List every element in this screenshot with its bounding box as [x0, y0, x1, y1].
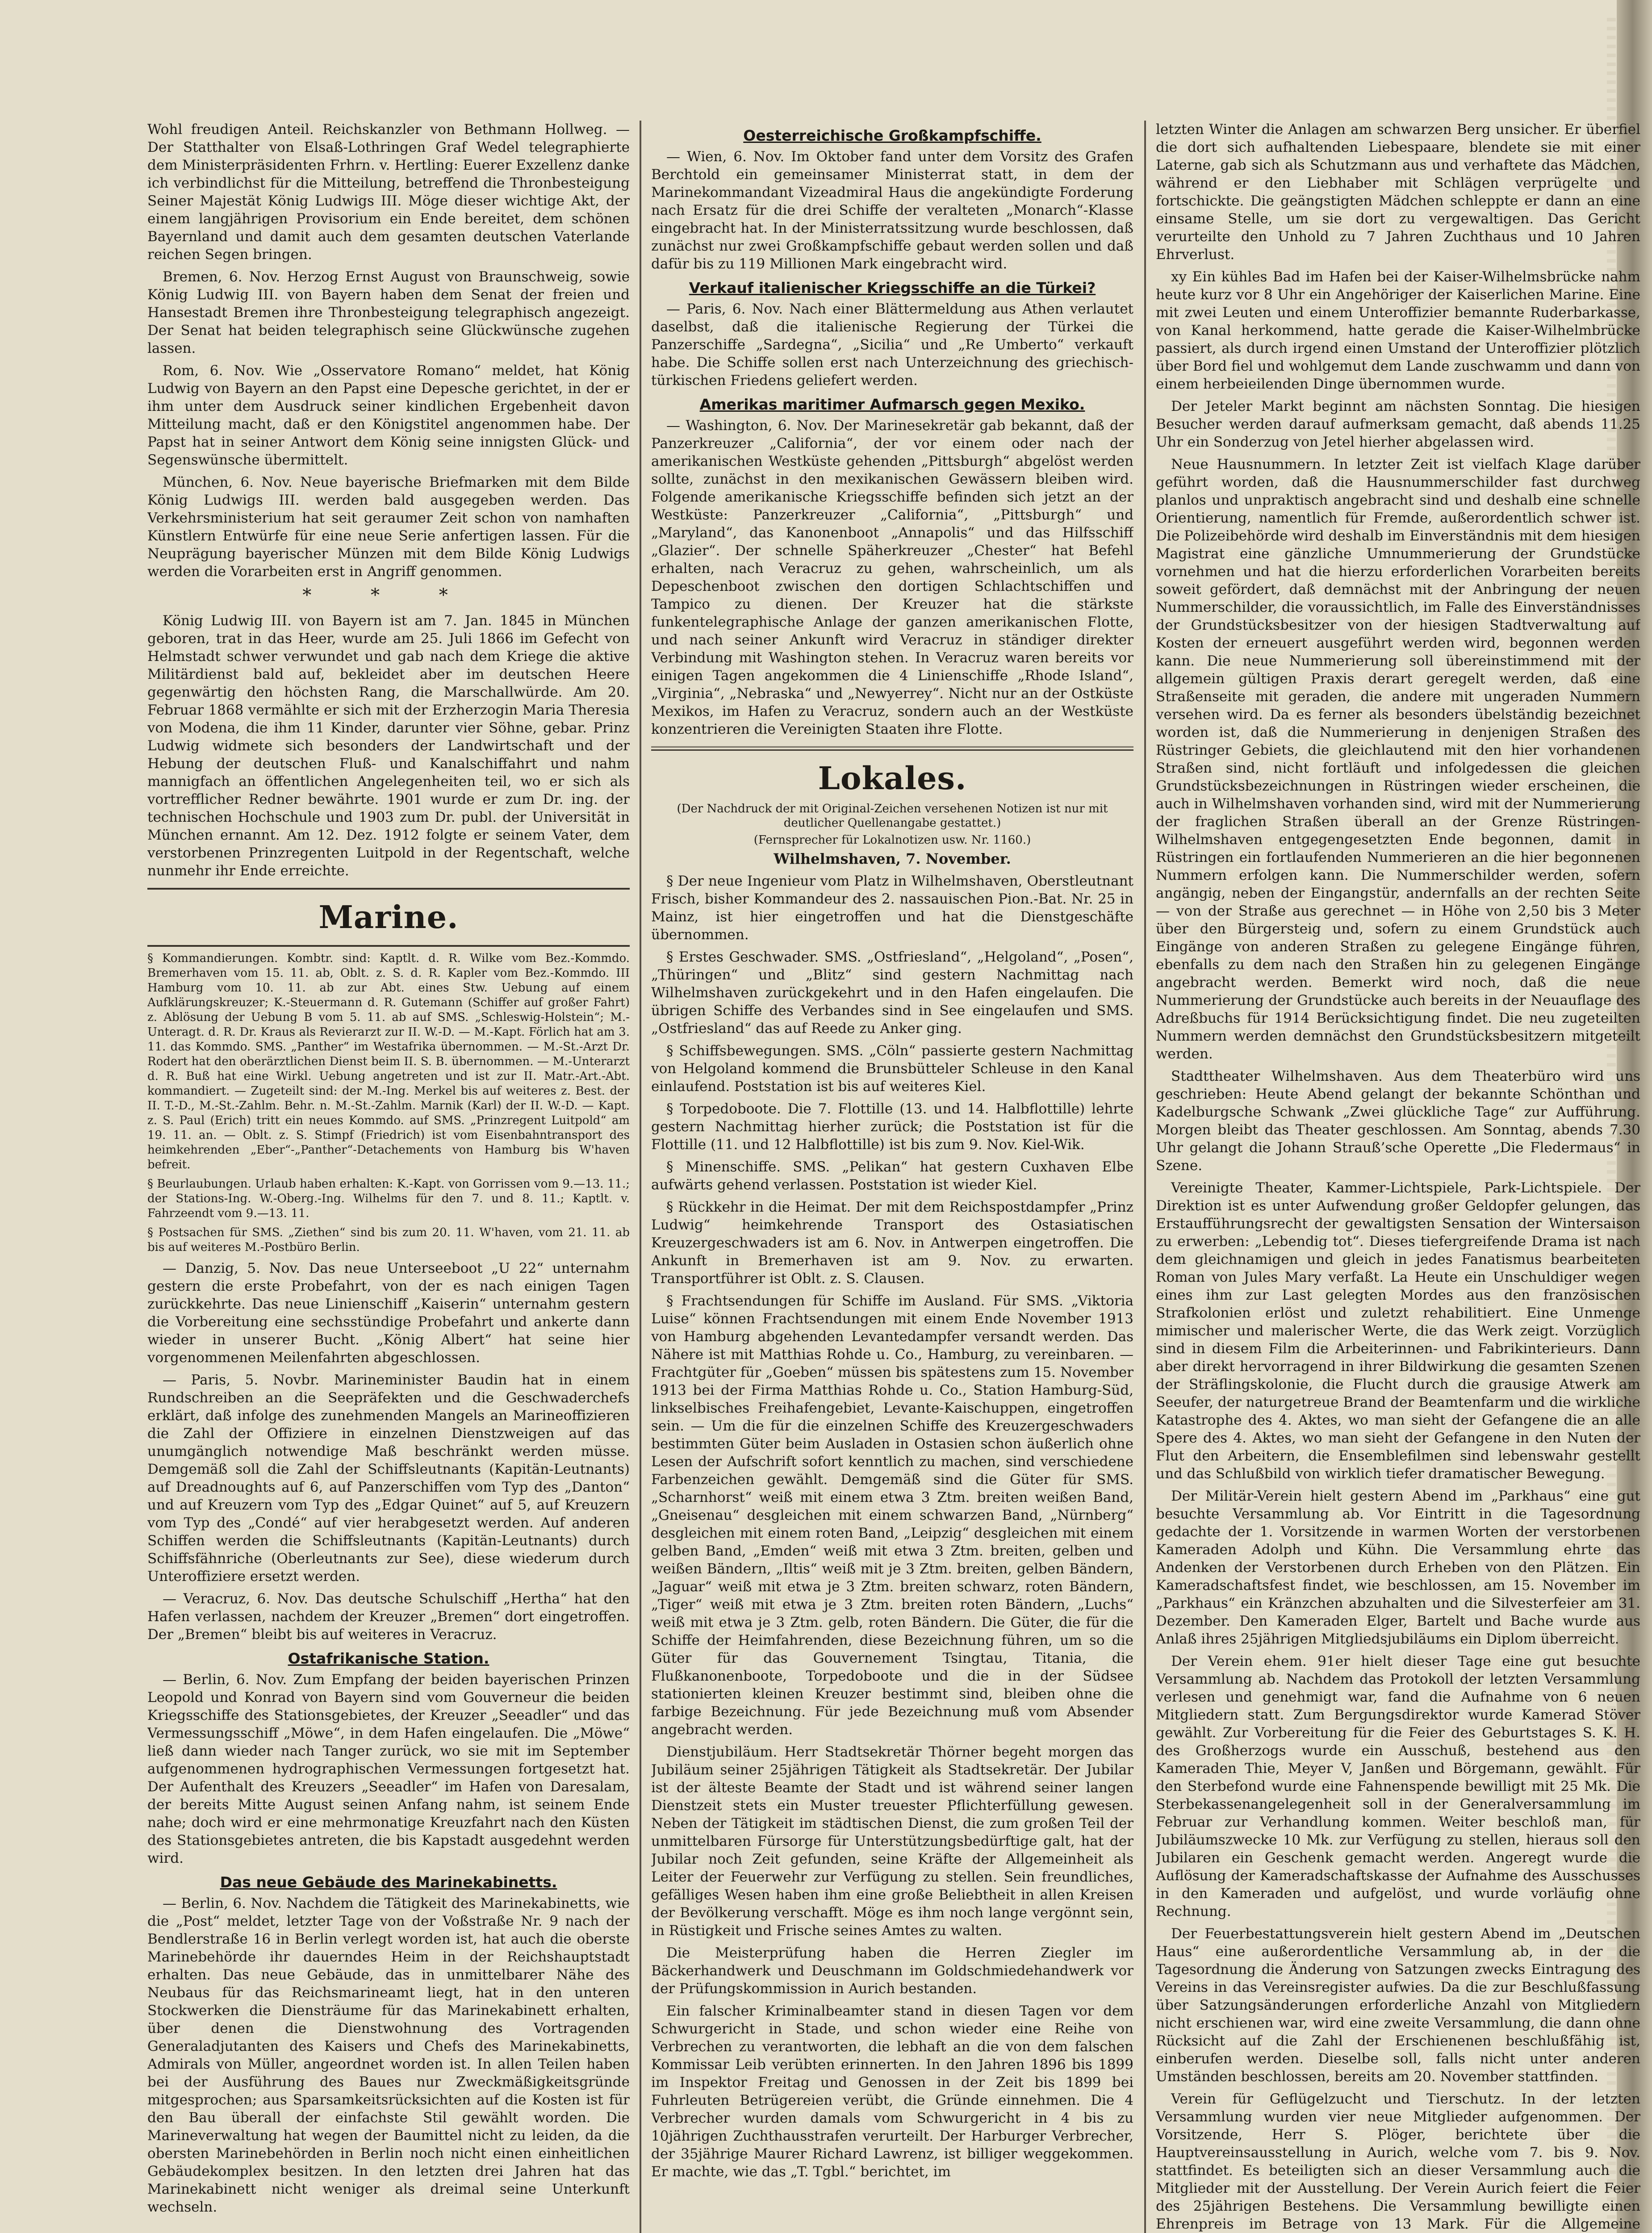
article-paragraph: Der Militär-Verein hielt gestern Abend im „Parkhaus“ eine gut besuchte Versammlung ab. Vor Eintritt in die Tagesordnung gedachte der 1. Vorsitzende in warmen Worten der verstorbenen Kameraden Adolph und Kühn. Die Versammlung ehrte das Andenken der Verstorbenen durch Erheben von den Plätzen. Ein Kameradschaftsfest findet, wie beschlossen, am 15. November im „Parkhaus“ ein Kränzchen abzuhalten und die Silvesterfeier am 31. Dezember. Den Kameraden Elger, Bartelt und Bache wurde aus Anlaß ihres 25jährigen Mitgliedsjubiläums ein Diplom überreicht.: [1156, 1488, 1640, 1647]
article-heading: Oesterreichische Großkampfschiffe.: [743, 127, 1041, 144]
notice-paragraph: § Postsachen für SMS. „Ziethen“ sind bis zum 20. 11. W'haven, vom 21. 11. ab bis auf weiteres M.-Postbüro Berlin.: [147, 1226, 630, 1254]
article-paragraph: § Der neue Ingenieur vom Platz in Wilhelmshaven, Oberstleutnant Frisch, bisher Kommandeur des 2. nassauischen Pion.-Bat. Nr. 25 in Mainz, ist hier eingetroffen und hat die Dienstgeschäfte übernommen.: [651, 873, 1133, 943]
article-paragraph: § Erstes Geschwader. SMS. „Ostfriesland“, „Helgoland“, „Posen“, „Thüringen“ und „Blitz“ sind gestern Nachmittag nach Wilhelmshaven zurückgekehrt und in den Hafen eingelaufen. Die übrigen Schiffe des Verbandes sind in See eingelaufen und SMS. „Ostfriesland“ das auf Reede zu Anker ging.: [651, 949, 1133, 1037]
notice-paragraph: § Kommandierungen. Kombtr. sind: Kaptlt. d. R. Wilke vom Bez.-Kommdo. Bremerhaven vom 15. 11. ab, Oblt. z. S. d. R. Kapler vom Bez.-Kommdo. III Hamburg vom 10. 11. ab zur Abt. eines Stw. Uebung auf einem Aufklärungskreuzer; K.-Steuermann d. R. Gutemann (Schiffer auf großer Fahrt) z. Ablösung der Uebung B vom 5. 11. ab auf SMS. „Schleswig-Holstein“; M.-Unteragt. d. R. Dr. Kraus als Revierarzt zur II. W.-D. — M.-Kapt. Förlich hat am 3. 11. das Kommdo. SMS. „Panther“ im Westafrika übernommen. — M.-St.-Arzt Dr. Rodert hat den oberärztlichen Dienst beim II. S. B. übernommen. — M.-Unterarzt d. R. Buß hat eine Wirkl. Uebung angetreten und ist zur II. Matr.-Art.-Abt. kommandiert. — Zugeteilt sind: der M.-Ing. Merkel bis auf weiteres z. Best. der II. T.-D., M.-St.-Zahlm. Behr. n. M.-St.-Zahlm. Marnik (Karl) der II. W.-D. — Kapt. z. S. Paul (Erich) tritt ein neues Kommdo. auf SMS. „Prinzregent Luitpold“ am 19. 11. an. — Oblt. z. S. Stimpf (Friedrich) ist vom Eisenbahntransport des heimkehrenden „Eber“-„Panther“-Detachements von Hamburg bis W'haven befreit.: [147, 952, 630, 1171]
article-paragraph: — Veracruz, 6. Nov. Das deutsche Schulschiff „Hertha“ hat den Hafen verlassen, nachdem der Kreuzer „Bremen“ dort eingetroffen. Der „Bremen“ bleibt bis auf weiteres in Veracruz.: [147, 1591, 630, 1643]
section-divider-stars: * * *: [302, 585, 475, 606]
article-paragraph: § Torpedoboote. Die 7. Flottille (13. und 14. Halbflottille) lehrte gestern Nachmittag hierher zurück; die Poststation ist für die Flottille (11. und 12 Halbflottille) ist bis zum 9. Nov. Kiel-Wik.: [651, 1101, 1133, 1153]
article-paragraph: — Washington, 6. Nov. Der Marinesekretär gab bekannt, daß der Panzerkreuzer „California“, der vor einem oder nach der amerikanischen Westküste gehenden „Pittsburgh“ abgelöst werden sollte, zunächst in den mexikanischen Gewässern bleiben wird. Folgende amerikanische Kriegsschiffe befinden sich jetzt an der Westküste: Panzerkreuzer „California“, „Pittsburgh“ und „Maryland“, das Kanonenboot „Annapolis“ und das Hilfsschiff „Glazier“. Der schnelle Späherkreuzer „Chester“ hat Befehl erhalten, nach Veracruz zu gehen, wahrscheinlich, um als Depeschenboot zwischen den dortigen Schlachtschiffen und Tampico zu dienen. Der Kreuzer hat die stärkste funkentelegraphische Anlage der ganzen amerikanischen Flotte, und nach seiner Ankunft wird Veracruz in ständiger direkter Verbindung mit Washington stehen. In Veracruz waren bereits vor einigen Tagen angekommen die 4 Linienschiffe „Rhode Island“, „Virginia“, „Nebraska“ und „Newyerrey“. Nicht nur an der Ostküste Mexikos, im Hafen zu Veracruz, sondern auch an der Westküste konzentrieren die Vereinigten Staaten ihre Flotte.: [651, 418, 1133, 737]
reprint-notice: (Der Nachdruck der mit Original-Zeichen versehenen Notizen ist nur mit deutlicher Quellenangabe gestattet.): [677, 802, 1108, 830]
article-paragraph: Die Meisterprüfung haben die Herren Ziegler im Bäckerhandwerk und Deuschmann im Goldschmiedehandwerk vor der Prüfungskommission in Aurich bestanden.: [651, 1945, 1133, 1997]
article-heading: Verkauf italienischer Kriegsschiffe an die Türkei?: [689, 279, 1096, 297]
article-paragraph: — Paris, 6. Nov. Nach einer Blättermeldung aus Athen verlautet daselbst, daß die italienische Regierung der Türkei die Panzerschiffe „Sardegna“, „Sicilia“ und „Re Umberto“ verkauft habe. Die Schiffe sollen erst nach Unterzeichnung des griechisch-türkischen Friedens geliefert werden.: [651, 301, 1133, 389]
article-paragraph: Rom, 6. Nov. Wie „Osservatore Romano“ meldet, hat König Ludwig von Bayern an den Papst eine Depesche gerichtet, in der er ihm unter dem Ausdruck seiner kindlichen Ergebenheit davon Mitteilung macht, daß er den Königstitel angenommen habe. Der Papst hat in seiner Antwort dem König seine innigsten Glück- und Segenswünsche übermittelt.: [147, 363, 630, 468]
article-paragraph: Stadttheater Wilhelmshaven. Aus dem Theaterbüro wird uns geschrieben: Heute Abend gelangt der bekannte Schönthan und Kadelburgsche Schwank „Zwei glückliche Tage“ zur Aufführung. Morgen bleibt das Theater geschlossen. Am Sonntag, abends 7.30 Uhr gelangt die Johann Strauß’sche Operette „Die Fledermaus“ in Szene.: [1156, 1068, 1640, 1174]
article-paragraph: § Rückkehr in die Heimat. Der mit dem Reichspostdampfer „Prinz Ludwig“ heimkehrende Transport des Ostasiatischen Kreuzergeschwaders ist am 6. Nov. in Antwerpen eingetroffen. Die Ankunft in Bremerhaven ist am 9. Nov. zu erwarten. Transportführer ist Oblt. z. S. Clausen.: [651, 1199, 1133, 1287]
column-1: [147, 121, 630, 2233]
article-heading: Das neue Gebäude des Marinekabinetts.: [220, 1873, 557, 1891]
column-rule-2: [1144, 121, 1146, 2233]
article-paragraph: xy Ein kühles Bad im Hafen bei der Kaiser-Wilhelmsbrücke nahm heute kurz vor 8 Uhr ein Angehöriger der Kaiserlichen Marine. Eine mit zwei Leuten und einem Unteroffizier bemannte Ruderbarkasse, von Kanal herkommend, hatte gerade die Kaiser-Wilhelmbrücke passiert, als durch irgend einen Umstand der Unteroffizier plötzlich über Bord fiel und wohlgemut dem Lande zuschwamm und dann von einem herbeieilenden Dinge übernommen wurde.: [1156, 269, 1640, 392]
phone-notice: (Fernsprecher für Lokalnotizen usw. Nr. 1160.): [753, 833, 1031, 847]
column-3: [1156, 121, 1640, 2233]
article-heading: Ostafrikanische Station.: [288, 1650, 489, 1667]
section-rule: [651, 746, 1133, 751]
article-paragraph: § Minenschiffe. SMS. „Pelikan“ hat gestern Cuxhaven Elbe aufwärts gehend verlassen. Poststation ist wieder Kiel.: [651, 1159, 1133, 1193]
article-paragraph: König Ludwig III. von Bayern ist am 7. Jan. 1845 in München geboren, trat in das Heer, wurde am 25. Juli 1866 im Gefecht von Helmstadt schwer verwundet und gab nach dem Kriege die aktive Militärdienst bald auf, bekleidet aber im deutschen Heere gegenwärtig den höchsten Rang, die Marschallwürde. Am 20. Februar 1868 vermählte er sich mit der Erzherzogin Maria Theresia von Modena, die ihm 11 Kinder, darunter vier Söhne, gebar. Prinz Ludwig widmete sich besonders der Landwirtschaft und der Hebung der deutschen Fluß- und Kanalschiffahrt und nahm mannigfach an öffentlichen Angelegenheiten teil, wo er sich als vortrefflicher Redner bewährte. 1901 wurde er zum Dr. ing. der technischen Hochschule und 1903 zum Dr. publ. der Universität in München ernannt. Am 12. Dez. 1912 folgte er seinem Vater, dem verstorbenen Prinzregenten Luitpold in der Regentschaft, welche nunmehr ihr Ende erreichte.: [147, 613, 630, 879]
notice-paragraph: § Beurlaubungen. Urlaub haben erhalten: K.-Kapt. von Gorrissen vom 9.—13. 11.; der Stations-Ing. W.-Oberg.-Ing. Wilhelms für den 7. und 8. 11.; Kaptlt. v. Fahrzeendt vom 9.—13. 11.: [147, 1177, 630, 1220]
article-paragraph: § Schiffsbewegungen. SMS. „Cöln“ passierte gestern Nachmittag von Helgoland kommend die Brunsbütteler Schleuse in den Kanal einlaufend. Poststation ist bis auf weiteres Kiel.: [651, 1043, 1133, 1095]
article-paragraph: letzten Winter die Anlagen am schwarzen Berg unsicher. Er überfiel die dort sich aufhaltenden Liebespaare, blendete sie mit einer Laterne, gab sich als Schutzmann aus und verhaftete das Mädchen, während er den Liebhaber mit Schlägen verprügelte und fortschickte. Die geängstigten Mädchen schleppte er dann an eine einsame Stelle, um sie dort zu vergewaltigen. Das Gericht verurteilte den Unhold zu 7 Jahren Zuchthaus und 10 Jahren Ehrverlust.: [1156, 121, 1640, 263]
article-paragraph: Neue Hausnummern. In letzter Zeit ist vielfach Klage darüber geführt worden, daß die Hausnummerschilder fast durchweg planlos und unpraktisch angebracht sind und deshalb eine schnelle Orientierung, namentlich für Fremde, außerordentlich schwer ist. Die Polizeibehörde wird deshalb im Einverständnis mit dem hiesigen Magistrat eine gänzliche Umnummerierung der Grundstücke vornehmen und hat die hierzu erforderlichen Vorarbeiten bereits soweit gefördert, daß demnächst mit der Anbringung der neuen Nummerschilder, die voraussichtlich, im Falle des Einverständnisses der Grundstücksbesitzer von der hiesigen Stadtverwaltung auf Kosten der erneuert ausgeführt werden wird, begonnen werden kann. Die neue Nummerierung soll übereinstimmend mit der allgemein gültigen Praxis derart geregelt werden, daß eine Straßenseite mit geraden, die andere mit ungeraden Nummern versehen wird. Da es ferner als besonders übelständig bezeichnet worden ist, daß die Nummerierung in denjenigen Straßen des Rüstringer Gebiets, die gleichlautend mit den hier vorhandenen Straßen sind, nicht fortläuft und infolgedessen die gleichen Grundstücksbezeichnungen in Rüstringen wieder erscheinen, die auch in Wilhelmshaven vorhanden sind, wird mit der Nummerierung der fraglichen Straßen überall an der Grenze Rüstringen-Wilhelmshaven entgegengesetzten Ende begonnen, damit in Rüstringen ein fortlaufenden Nummerieren an die hier begonnenen Nummern erfolgen kann. Die Nummerschilder werden, sofern angängig, neben der Eingangstür, andernfalls an der rechten Seite — von der Straße aus gerechnet — in Höhe von 2,50 bis 3 Meter über den Bürgersteig und, sofern zu einem Grundstück auch Eingänge von anderen Straßen zu gelegene Eingänge führen, ebenfalls zu dem nach den Straßen hin zu gelegenen Eingänge angebracht werden. Bemerkt wird noch, daß die neue Nummerierung der Grundstücke auch bereits in der Neuauflage des Adreßbuchs für 1914 Berücksichtigung findet. Die neu zugeteilten Nummern werden demnächst den Grundstücksbesitzern mitgeteilt werden.: [1156, 456, 1640, 1062]
article-heading: Amerikas maritimer Aufmarsch gegen Mexiko.: [699, 396, 1085, 413]
column-2: [651, 121, 1133, 2233]
article-paragraph: Wohl freudigen Anteil. Reichskanzler von Bethmann Hollweg. — Der Statthalter von Elsaß-Lothringen Graf Wedel telegraphierte dem Ministerpräsidenten Frhrn. v. Hertling: Euerer Exzellenz danke ich verbindlichst für die Mitteilung, betreffend die Thronbesteigung Seiner Majestät König Ludwigs III. Möge dieser wichtige Akt, der einem langjährigen Provisorium ein Ende bereitet, dem schönen Bayernland und damit auch dem gesamten deutschen Vaterlande reichen Segen bringen.: [147, 121, 630, 263]
article-paragraph: § Frachtsendungen für Schiffe im Ausland. Für SMS. „Viktoria Luise“ können Frachtsendungen mit einem Ende November 1913 von Hamburg abgehenden Levantedampfer versandt werden. Das Nähere ist mit Matthias Rohde u. Co., Hamburg, zu vereinbaren. — Frachtgüter für „Goeben“ müssen bis spätestens zum 15. November 1913 bei der Firma Matthias Rohde u. Co., Station Hamburg-Süd, linkselbisches Freihafengebiet, Levante-Kaischuppen, eingetroffen sein. — Um die für die einzelnen Schiffe des Kreuzergeschwaders bestimmten Güter beim Ausladen in Ostasien schon äußerlich ohne Lesen der Aufschrift sofort kenntlich zu machen, sind verschiedene Farbenzeichen gewählt. Demgemäß sind die Güter für SMS. „Scharnhorst“ weiß mit einem etwa 3 Ztm. breiten weißen Band, „Gneisenau“ desgleichen mit einem schwarzen Band, „Nürnberg“ desgleichen mit einem roten Band, „Leipzig“ desgleichen mit einem gelben Band, „Emden“ weiß mit etwa 3 Ztm. breiten, gelben und weißen Bändern, „Iltis“ weiß mit je 3 Ztm. breiten, gelben Bändern, „Jaguar“ weiß mit etwa je 3 Ztm. breiten schwarz, roten Bändern, „Tiger“ weiß mit etwa je 3 Ztm. breiten roten Bändern, „Luchs“ weiß mit etwa je 3 Ztm. gelb, roten Bändern. Die Güter, die für die Schiffe der Heimfahrenden, diese Bezeichnung führen, um so die Güter für das Gouvernement Tsingtau, Titania, die Flußkanonenboote, Torpedoboote und die in der Südsee stationierten kleinen Kreuzer bestimmt sind, bleiben ohne die farbige Bezeichnung. Für jede Bezeichnung muß vom Absender angebracht werden.: [651, 1293, 1133, 1738]
article-paragraph: München, 6. Nov. Neue bayerische Briefmarken mit dem Bilde König Ludwigs III. werden bald ausgegeben werden. Das Verkehrsministerium hat seit geraumer Zeit schon von namhaften Künstlern Entwürfe für eine neue Serie anfertigen lassen. Für die Neuprägung bayerischer Münzen mit dem Bilde König Ludwigs werden die Vorarbeiten erst in Angriff genommen.: [147, 474, 630, 580]
article-paragraph: — Berlin, 6. Nov. Zum Empfang der beiden bayerischen Prinzen Leopold und Konrad von Bayern sind vom Gouverneur die beiden Kriegsschiffe des Stationsgebietes, der Kreuzer „Seeadler“ und das Vermessungsschiff „Möwe“, in dem Hafen eingelaufen. Die „Möwe“ ließ dann wieder nach Tanger zurück, wo sie mit im September aufgenommenen hydrographischen Vermessungen fortgesetzt hat. Der Aufenthalt des Kreuzers „Seeadler“ im Hafen von Daresalam, der bereits Mitte August seinen Anfang nahm, ist seinem Ende nahe; doch wird er eine mehrmonatige Kreuzfahrt nach den Küsten des Stationsgebietes antreten, die bis Kapstadt ausgedehnt werden wird.: [147, 1672, 630, 1866]
article-paragraph: Der Jeteler Markt beginnt am nächsten Sonntag. Die hiesigen Besucher werden darauf aufmerksam gemacht, daß abends 11.25 Uhr ein Sonderzug von Jetel hierher abgelassen wird.: [1156, 398, 1640, 450]
section-rule: [147, 888, 630, 890]
article-paragraph: — Danzig, 5. Nov. Das neue Unterseeboot „U 22“ unternahm gestern die erste Probefahrt, von der es nach einigen Tagen zurückkehrte. Das neue Linienschiff „Kaiserin“ unternahm gestern die Vorbereitung eine sechsstündige Probefahrt und ankerte dann wieder in unserer Bucht. „König Albert“ hat seine hier vorgenommenen Meilenfahrten abgeschlossen.: [147, 1260, 630, 1366]
article-paragraph: — Wien, 6. Nov. Im Oktober fand unter dem Vorsitz des Grafen Berchtold ein gemeinsamer Ministerrat statt, in dem der Marinekommandant Vizeadmiral Haus die angekündigte Forderung nach Ersatz für die drei Schiffe der veralteten „Monarch“-Klasse eingebracht hat. In der Ministerratssitzung wurde beschlossen, daß zunächst nur zwei Großkampfschiffe gebaut werden sollen und daß dafür bis zu 119 Millionen Mark eingebracht wird.: [651, 149, 1133, 272]
dateline: Wilhelmshaven, 7. November.: [774, 850, 1011, 867]
article-paragraph: Der Feuerbestattungsverein hielt gestern Abend im „Deutschen Haus“ eine außerordentliche Versammlung ab, in der die Tagesordnung die Änderung von Satzungen zwecks Eintragung des Vereins in das Vereinsregister aufwies. Da die zur Beschlußfassung über Satzungsänderungen erforderliche Anzahl von Mitgliedern nicht erschienen war, wird eine zweite Versammlung, die dann ohne Rücksicht auf die Zahl der Erschienenen beschlußfähig ist, einberufen werden. Dieselbe soll, falls nicht unter anderen Umständen beschlossen, bereits am 20. November stattfinden.: [1156, 1926, 1640, 2085]
article-paragraph: Vereinigte Theater, Kammer-Lichtspiele, Park-Lichtspiele. Der Direktion ist es unter Aufwendung großer Geldopfer gelungen, das Erstaufführungsrecht der gewaltigsten Sensation der Wintersaison zu erwerben: „Lebendig tot“. Dieses tiefergreifende Drama ist nach dem gleichnamigen und gleich in jedes Fanatismus bearbeiteten Roman von Jules Mary verfaßt. La Heute ein Unschuldiger wegen eines ihm zur Last gelegten Mordes aus den französischen Strafkolonien erlöst und zuletzt rehabilitiert. Eine Unmenge mimischer und malerischer Werte, die das Werk zeigt. Vorzüglich sind in diesem Film die Arbeiterinnen- und Fabrikinterieurs. Dann aber direkt hervorragend in ihrer Bildwirkung die gesamten Szenen der Sträflingskolonie, die Flucht durch die grausige Atwerk am Seeufer, der naturgetreue Brand der Beamtenfarm und die wirkliche Katastrophe des 4. Aktes, wo man sieht der Gefangene die an alle Spere des 4. Aktes, wo man sieht der Gefangene in den Nuten der Flut den Arbeitern, die Ensemblefilmen sind lebenswahr gestellt und das Schlußbild von wirklich tiefer dramatischer Bewegung.: [1156, 1180, 1640, 1482]
article-paragraph: — Paris, 5. Novbr. Marineminister Baudin hat in einem Rundschreiben an die Seepräfekten und die Geschwaderchefs erklärt, daß infolge des zunehmenden Mangels an Marineoffizieren die Zahl der Offiziere in einzelnen Dienstzweigen auf das unumgänglich notwendige Maß beschränkt werden müsse. Demgemäß soll die Zahl der Schiffsleutnants (Kapitän-Leutnants) auf Dreadnoughts auf 6, auf Panzerschiffen vom Typ des „Danton“ und auf Kreuzern vom Typ des „Edgar Quinet“ auf 5, auf Kreuzern vom Typ des „Condé“ auf vier herabgesetzt werden. Auf anderen Schiffen werden die Schiffsleutnants (Kapitän-Leutnants) durch Schiffsfähnriche (Oberleutnants zur See), diese wiederum durch Unteroffiziere ersetzt werden.: [147, 1372, 630, 1585]
section-title-marine: Marine.: [318, 899, 459, 936]
article-paragraph: Bremen, 6. Nov. Herzog Ernst August von Braunschweig, sowie König Ludwig III. von Bayern haben dem Senat der freien und Hansestadt Bremen ihre Thronbesteigung telegraphisch angezeigt. Der Senat hat beiden telegraphisch seine Glückwünsche zugehen lassen.: [147, 269, 630, 356]
article-paragraph: — Berlin, 6. Nov. Nachdem die Tätigkeit des Marinekabinetts, wie die „Post“ meldet, letzter Tage von der Voßstraße Nr. 9 nach der Bendlerstraße 16 in Berlin verlegt worden ist, hat auch die oberste Marinebehörde ihr dauerndes Heim in der Reichshauptstadt erhalten. Das neue Gebäude, das in unmittelbarer Nähe des Neubaus für das Reichsmarineamt liegt, hat in den unteren Stockwerken die Diensträume für das Marinekabinett erhalten, über denen die Dienstwohnung des Vortragenden Generaladjutanten des Kaisers und Chefs des Marinekabinetts, Admirals von Müller, angeordnet worden ist. In allen Teilen haben bei der Ausführung des Baues nur Zweckmäßigkeitsgründe mitgesprochen; aus Sparsamkeitsrücksichten auf die Kosten ist für den Bau überall der einfachste Stil gewählt worden. Die Marineverwaltung hat wegen der Baumittel nicht zu leiden, da die obersten Marinebehörden in Berlin noch nicht einen einheitlichen Gebäudekomplex besitzen. In den letzten drei Jahren hat das Marinekabinett nicht weniger als dreimal seine Unterkunft wechseln.: [147, 1895, 630, 2215]
article-paragraph: Ein falscher Kriminalbeamter stand in diesen Tagen vor dem Schwurgericht in Stade, und schon wieder eine Reihe von Verbrechen zu verantworten, die lebhaft an die von dem falschen Kommissar Leib verübten erinnerten. In den Jahren 1896 bis 1899 im Inspektor Freitag und Genossen in der Zeit bis 1899 bei Fuhrleuten Betrügereien verübt, die Gründe einnehmen. Die 4 Verbrecher wurden damals vom Schwurgericht in 4 bis zu 10jährigen Zuchthausstrafen verurteilt. Der Harburger Verbrecher, der 35jährige Maurer Richard Lawrenz, ist billiger weggekommen. Er machte, wie das „T. Tgbl.“ berichtet, im: [651, 2003, 1133, 2180]
section-rule: [147, 945, 630, 947]
article-paragraph: Dienstjubiläum. Herr Stadtsekretär Thörner begeht morgen das Jubiläum seiner 25jährigen Tätigkeit als Stadtsekretär. Der Jubilar ist der älteste Beamte der Stadt und ist während seiner langen Dienstzeit stets ein Muster treuester Pflichterfüllung gewesen. Neben der Tätigkeit im städtischen Dienst, die zum großen Teil der unmittelbaren Fürsorge für Unterstützungsbedürftige galt, hat der Jubilar noch Zeit gefunden, seine Kräfte der Allgemeinheit als Leiter der Feuerwehr zur Verfügung zu stellen. Sein freundliches, gefälliges Wesen haben ihm eine große Beliebtheit in allen Kreisen der Bevölkerung verschafft. Möge es ihm noch lange vergönnt sein, in Rüstigkeit und Frische seines Amtes zu walten.: [651, 1744, 1133, 1939]
section-title-lokales: Lokales.: [818, 760, 967, 797]
article-paragraph: Der Verein ehem. 91er hielt dieser Tage eine gut besuchte Versammlung ab. Nachdem das Protokoll der letzten Versammlung verlesen und genehmigt war, fand die Aufnahme von 6 neuen Mitgliedern statt. Zum Bergungsdirektor wurde Kamerad Stöver gewählt. Zur Vorbereitung für die Feier des Geburtstages S. K. H. des Großherzogs wurde ein Ausschuß, bestehend aus den Kameraden Thie, Meyer V, Janßen und Börgemann, gewählt. Für den Sterbefond wurde eine Fahnenspende bewilligt mit 25 Mk. Die Sterbekassenangelegenheit soll in der Generalversammlung im Februar zur Verhandlung kommen. Weiter beschloß man, für Jubiläumszwecke 10 Mk. zur Verfügung zu stellen, hieraus soll den Jubilaren ein Geschenk gemacht werden. Angeregt wurde die Auflösung der Kameradschaftskasse der Aufnahme des Ausschusses in den Kameraden und aufgelöst, und wurde vorläufig ohne Rechnung.: [1156, 1653, 1640, 1919]
column-rule-1: [640, 121, 641, 2233]
article-paragraph: Verein für Geflügelzucht und Tierschutz. In der letzten Versammlung wurden vier neue Mitglieder aufgenommen. Der Vorsitzende, Herr S. Plöger, berichtete über die Hauptvereinsausstellung in Aurich, welche vom 7. bis 9. Nov. stattfindet. Es beteiligten sich an dieser Versammlung auch die Mitglieder mit der Ausstellung. Der Verein Aurich feiert die Feier des 25jährigen Bestehens. Die Versammlung bewilligte einen Ehrenpreis im Betrage von 13 Mark. Für die Allgemeine: [1156, 2091, 1640, 2232]
